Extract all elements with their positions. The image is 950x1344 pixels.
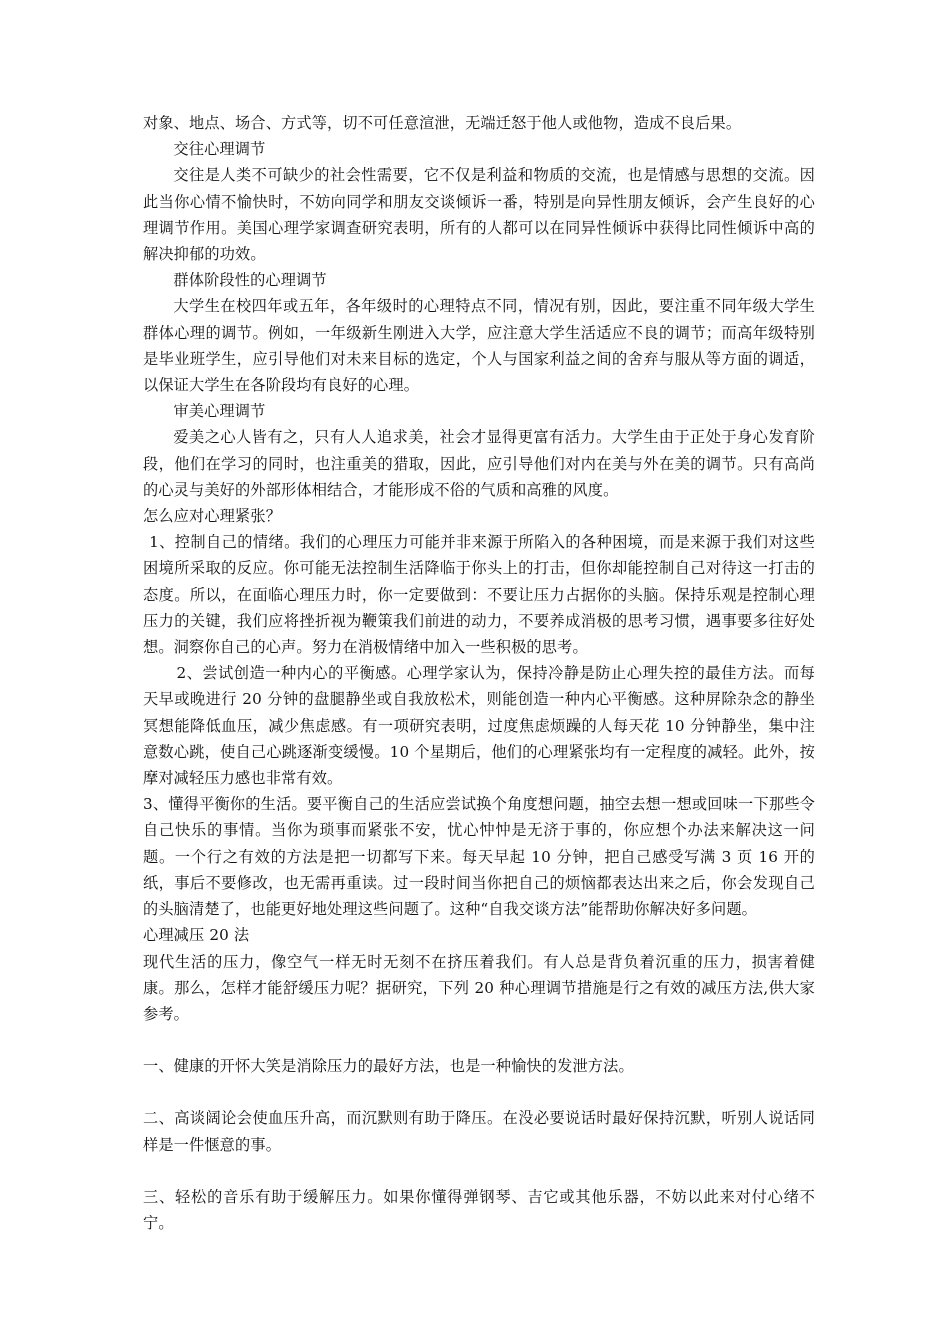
tension-item-3: 3、懂得平衡你的生活。要平衡自己的生活应尝试换个角度想问题，抽空去想一想或回味一下那些令自己快乐的事情。当你为琐事而紧张不安，忧心忡忡是无济于事的，你应想个办法来解决这一问题。一个行之有效的方法是把一切都写下来。每天早起 10 分钟，把自己感受写满 3 页 16 开的纸，事后不要修改，也无需再重读。过一段时间当你把自己的烦恼都表达出来之后，你会发现自己的头脑清楚了，也能更好地处理这些问题了。这种“自我交谈方法”能帮助你解决好多问题。 [143,795,815,919]
paragraph-20-methods-intro: 现代生活的压力，像空气一样无时无刻不在挤压着我们。有人总是背负着沉重的压力，损害着健康。那么，怎样才能舒缓压力呢？据研究，下列 20 种心理调节措施是行之有效的减压方法,供大家参考。 [143,952,815,1023]
section-heading-aesthetic: 审美心理调节 [173,402,266,421]
section-heading-social: 交往心理调节 [173,140,266,159]
paragraph-social: 交往是人类不可缺少的社会性需要，它不仅是利益和物质的交流，也是情感与思想的交流。因此当你心情不愉快时，不妨向同学和朋友交谈倾诉一番，特别是向异性朋友倾诉，会产生良好的心理调节作用。美国心理学家调查研究表明，所有的人都可以在同异性倾诉中获得比同性倾诉中高的解决抑郁的功效。 [143,166,815,264]
tension-item-2: 2、尝试创造一种内心的平衡感。心理学家认为，保持冷静是防止心理失控的最佳方法。而每天早或晚进行 20 分钟的盘腿静坐或自我放松术，则能创造一种内心平衡感。这种屏除杂念的静坐冥想能降低血压，减少焦虑感。有一项研究表明，过度焦虑烦躁的人每天花 10 分钟静坐，集中注意数心跳，使自己心跳逐渐变缓慢。10 个星期后，他们的心理紧张均有一定程度的减轻。此外，按摩对减轻压力感也非常有效。 [143,664,815,788]
section-heading-group: 群体阶段性的心理调节 [173,271,327,290]
tension-item-1: 1、控制自己的情绪。我们的心理压力可能并非来源于所陷入的各种困境，而是来源于我们对这些困境所采取的反应。你可能无法控制生活降临于你头上的打击，但你却能控制自己对待这一打击的态度。所以，在面临心理压力时，你一定要做到：不要让压力占据你的头脑。保持乐观是控制心理压力的关键，我们应将挫折视为鞭策我们前进的动力，不要养成消极的思考习惯，遇事要多往好处想。洞察你自己的心声。努力在消极情绪中加入一些积极的思考。 [143,533,815,657]
section-heading-tension: 怎么应对心理紧张？ [143,507,282,526]
section-heading-20-methods: 心理减压 20 法 [143,926,250,945]
method-item-3: 三、轻松的音乐有助于缓解压力。如果你懂得弹钢琴、吉它或其他乐器，不妨以此来对付心绪不宁。 [143,1187,815,1232]
method-item-1: 一、健康的开怀大笑是消除压力的最好方法，也是一种愉快的发泄方法。 [143,1057,634,1076]
paragraph-group: 大学生在校四年或五年，各年级时的心理特点不同，情况有别，因此，要注重不同年级大学生群体心理的调节。例如，一年级新生刚进入大学，应注意大学生活适应不良的调节；而高年级特别是毕业班学生，应引导他们对未来目标的选定，个人与国家利益之间的舍弃与服从等方面的调适，以保证大学生在各阶段均有良好的心理。 [143,297,815,395]
blank-line [143,1027,815,1053]
paragraph-continuation: 对象、地点、场合、方式等，切不可任意渲泄，无端迁怒于他人或他物，造成不良后果。 [143,114,742,132]
document-page [143,110,815,1236]
paragraph-aesthetic: 爱美之心人皆有之，只有人人追求美，社会才显得更富有活力。大学生由于正处于身心发育阶段，他们在学习的同时，也注重美的猎取，因此，应引导他们对内在美与外在美的调节。只有高尚的心灵与美好的外部形体相结合，才能形成不俗的气质和高雅的风度。 [143,428,815,499]
method-item-2: 二、高谈阔论会使血压升高，而沉默则有助于降压。在没必要说话时最好保持沉默，听别人说话同样是一件惬意的事。 [143,1109,815,1154]
blank-line [143,1158,815,1184]
blank-line [143,1079,815,1105]
